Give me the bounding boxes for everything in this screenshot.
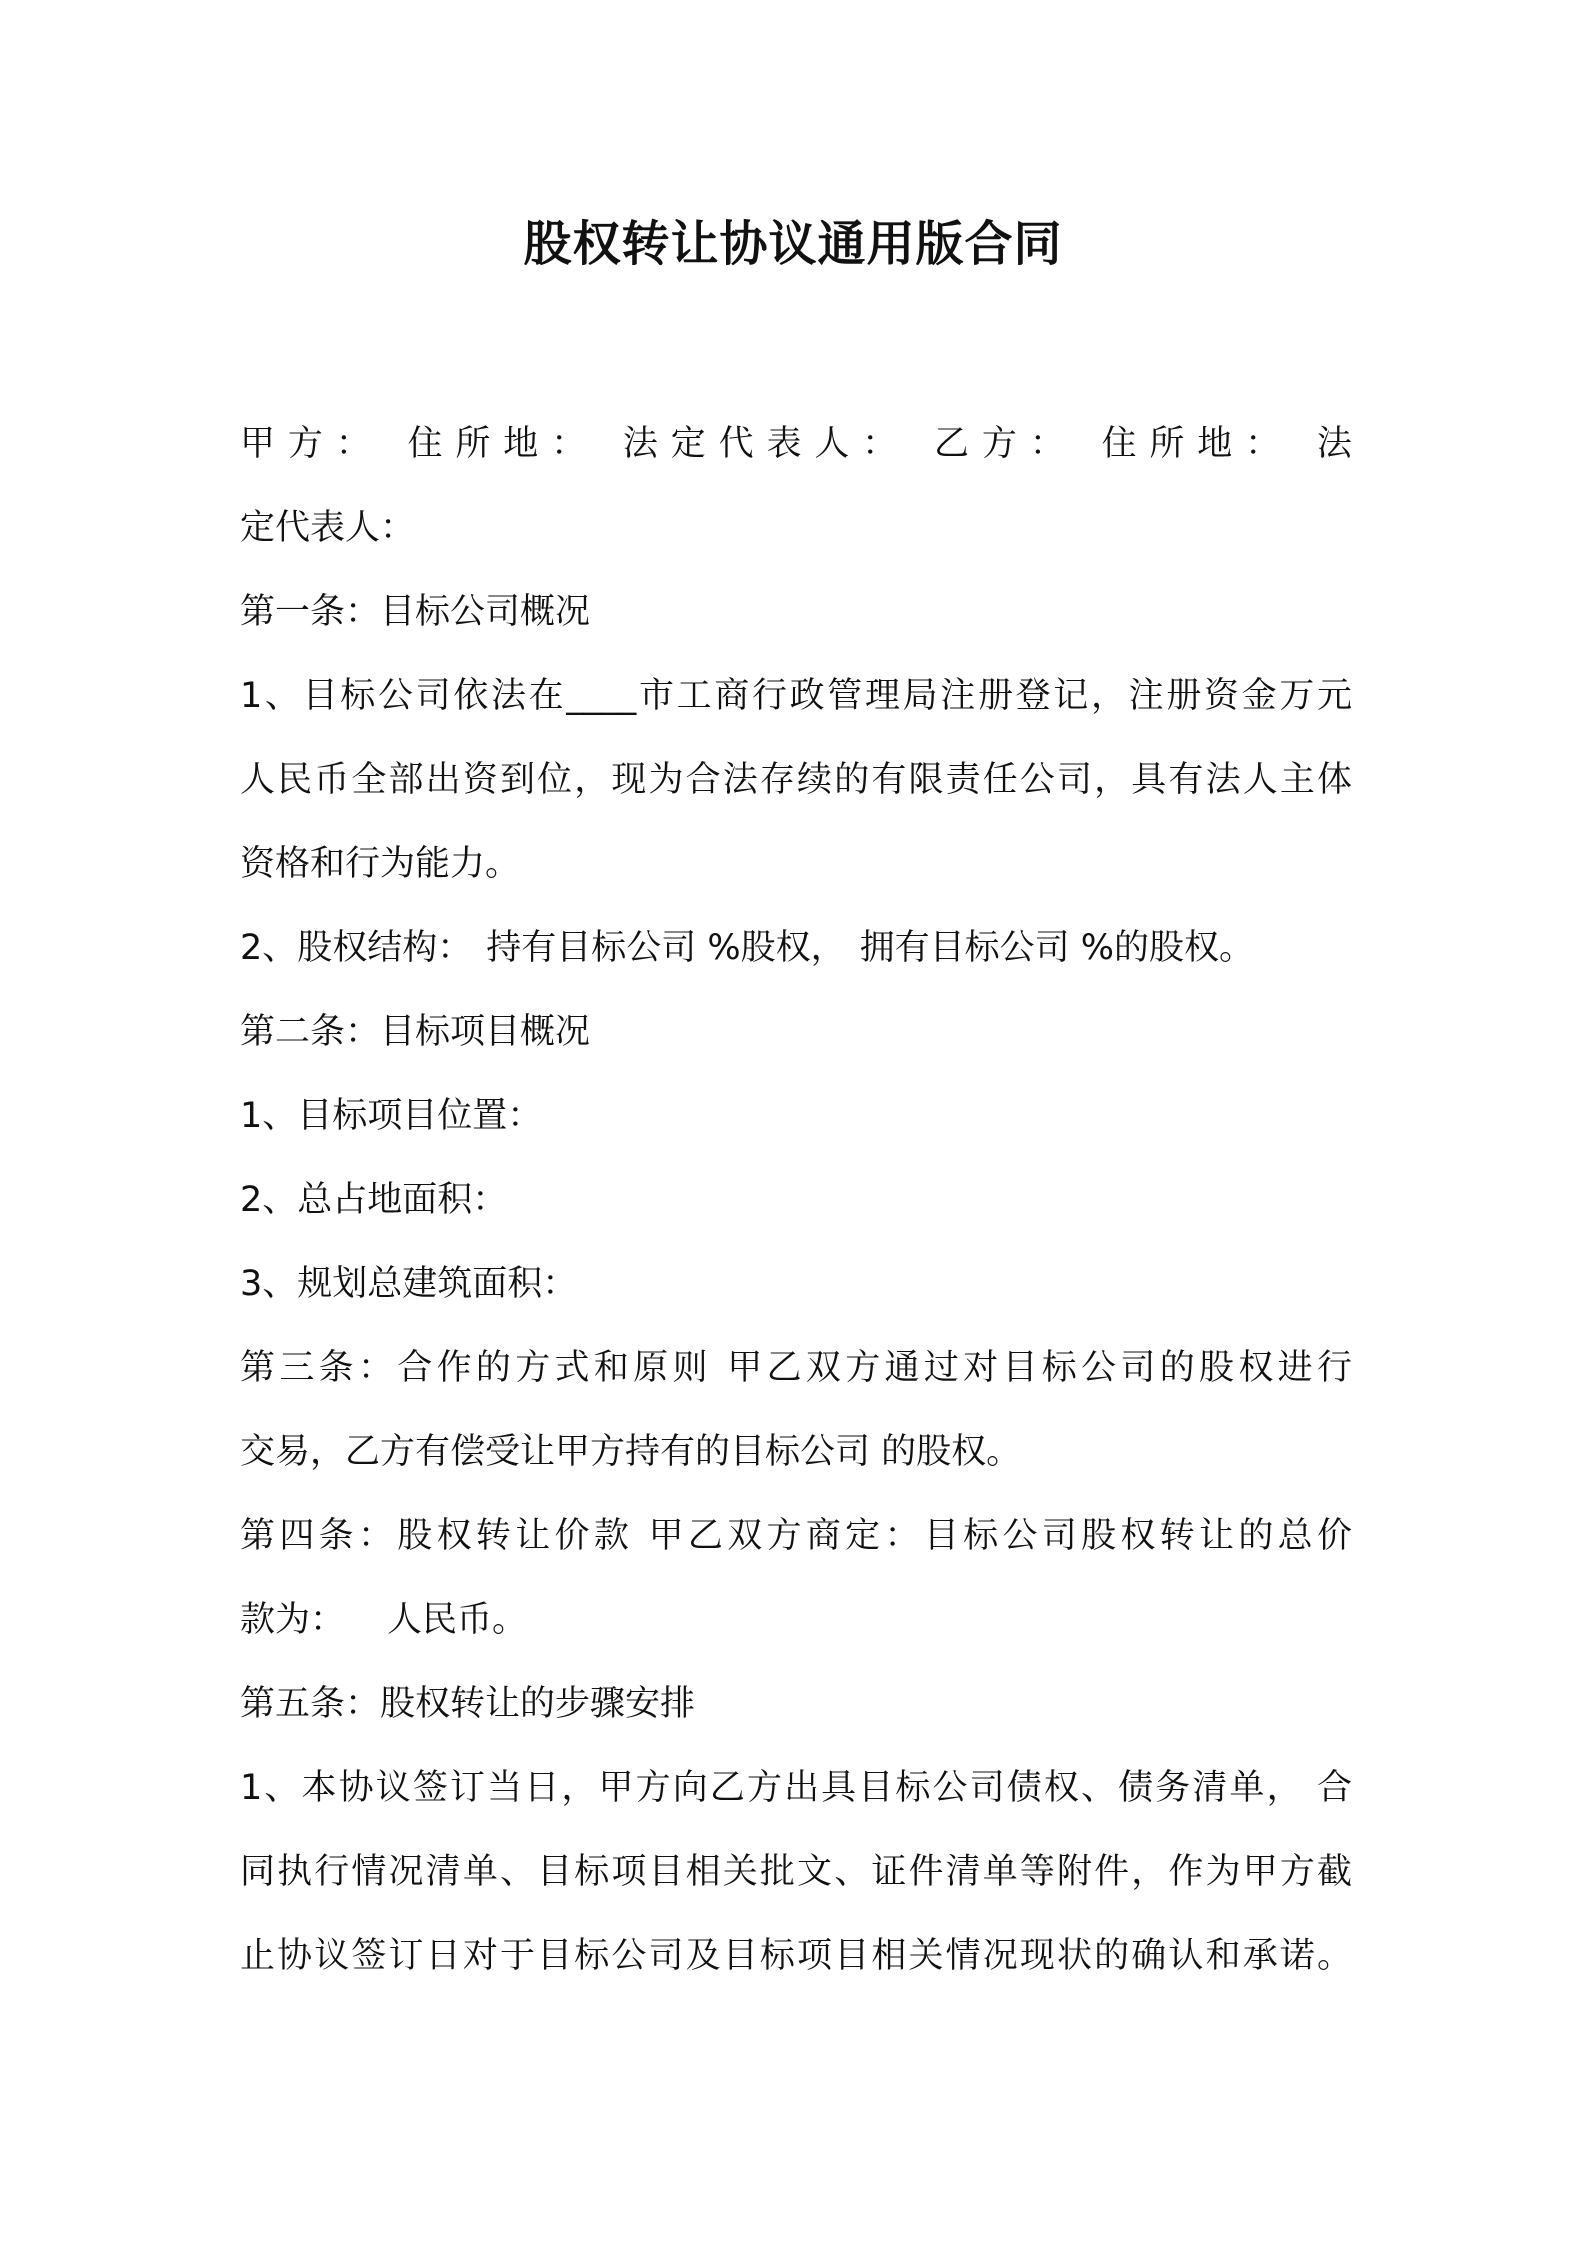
article-3-line-2: 交易，乙方有偿受让甲方持有的目标公司 的股权。 <box>240 1432 1022 1472</box>
article-5-heading: 第五条：股权转让的步骤安排 <box>240 1684 696 1724</box>
party-b-address-label: 住所地： <box>1101 424 1293 464</box>
article-5-item-1-line-3: 止协议签订日对于目标公司及目标项目相关情况现状的确认和承诺。 <box>240 1936 1352 1976</box>
article-1-item-1-line-1: 1、目标公司依法在____市工商行政管理局注册登记，注册资金万元 <box>240 676 1352 716</box>
article-3-heading: 第三条：合作的方式和原则 <box>240 1348 712 1388</box>
article-3-line-1 <box>240 1326 1352 1410</box>
article-5-item-1-line-2: 同执行情况清单、目标项目相关批文、证件清单等附件，作为甲方截 <box>240 1852 1352 1892</box>
parties-line-1 <box>240 402 1352 486</box>
price-currency: 人民币。 <box>387 1600 528 1640</box>
article-2-item-2: 2、总占地面积： <box>240 1180 508 1220</box>
article-4-line-2 <box>240 1578 1352 1662</box>
parties-line-2 <box>240 486 1352 570</box>
article-2-heading: 第二条：目标项目概况 <box>240 1012 591 1052</box>
article-1-heading: 第一条：目标公司概况 <box>240 592 591 632</box>
party-b-label: 乙方： <box>934 424 1078 464</box>
party-b-legal-rep-label-start: 法 <box>1316 424 1352 464</box>
shareholding-a-text: 持有目标公司 %股权， <box>486 928 846 968</box>
shareholding-structure-label: 2、股权结构： <box>240 928 473 968</box>
article-4-line-1 <box>240 1494 1352 1578</box>
article-4-heading: 第四条：股权转让价款 <box>240 1516 634 1556</box>
article-5-item-1-line-1: 1、本协议签订当日，甲方向乙方出具目标公司债权、债务清单， 合 <box>240 1768 1352 1808</box>
article-2-item-3: 3、规划总建筑面积： <box>240 1264 578 1304</box>
article-1-item-2 <box>240 906 1352 990</box>
article-2-item-1: 1、目标项目位置： <box>240 1096 543 1136</box>
article-1-item-1-line-2: 人民币全部出资到位，现为合法存续的有限责任公司，具有法人主体 <box>240 760 1352 800</box>
price-label: 款为： <box>240 1600 346 1640</box>
article-3-text-start: 甲乙双方通过对目标公司的股权进行 <box>727 1348 1352 1388</box>
article-4-text-start: 甲乙双方商定：目标公司股权转让的总价 <box>648 1516 1352 1556</box>
party-a-label: 甲方： <box>240 424 384 464</box>
party-a-address-label: 住所地： <box>407 424 599 464</box>
article-1-item-1-line-3: 资格和行为能力。 <box>240 844 521 884</box>
party-a-legal-rep-label: 法定代表人： <box>622 424 911 464</box>
document-body <box>240 402 1352 1998</box>
shareholding-b-text: 拥有目标公司 %的股权。 <box>859 928 1255 968</box>
party-b-legal-rep-label-end: 定代表人： <box>240 508 416 548</box>
document-title: 股权转让协议通用版合同 <box>523 216 1063 272</box>
